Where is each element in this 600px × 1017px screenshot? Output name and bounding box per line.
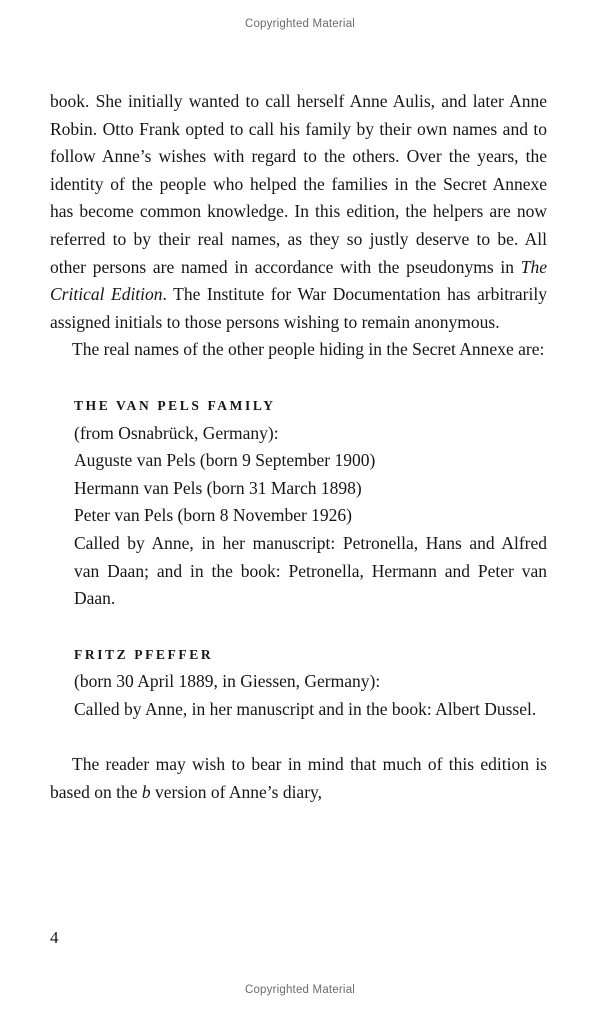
- van-pels-heading: THE VAN PELS FAMILY: [74, 397, 276, 413]
- critical-edition-title: The Critical Edition: [50, 256, 547, 305]
- copyright-notice-top: Copyrighted Material: [244, 18, 356, 30]
- van-pels-family-block: [74, 392, 547, 613]
- paragraph-reader-note-text-1: The reader may wish to bear in mind that much of this edition is based on the: [50, 754, 547, 803]
- page-body: [50, 88, 547, 807]
- van-pels-peter: Peter van Pels (born 8 November 1926): [74, 505, 352, 526]
- paragraph-pseudonyms: [50, 88, 547, 336]
- van-pels-auguste: Auguste van Pels (born 9 September 1900): [74, 450, 376, 471]
- paragraph-reader-note-text-2: version of Anne’s diary,: [150, 782, 323, 803]
- van-pels-hermann: Hermann van Pels (born 31 March 1898): [74, 477, 362, 498]
- page-number: 4: [50, 928, 59, 947]
- paragraph-reader-note: [50, 751, 547, 806]
- van-pels-pseudonyms: Called by Anne, in her manuscript: Petronella, Hans and Alfred van Daan; and in the book: Petronella, Hermann and Peter van Daan.: [74, 532, 547, 609]
- van-pels-origin: (from Osnabrück, Germany):: [74, 422, 279, 443]
- pfeffer-origin: (born 30 April 1889, in Giessen, Germany):: [74, 671, 381, 692]
- fritz-pfeffer-block: [74, 641, 547, 724]
- paragraph-pseudonyms-text-1: book. She initially wanted to call herself Anne Aulis, and later Anne Robin. Otto Frank opted to call his family by their own names and to follow Anne’s wishes with regard to the others. Over the years, the identity of the people who helped the families in the Secret Annexe has become common knowledge. In this edition, the helpers are now referred to by their real names, as they so justly deserve to be. All other persons are named in accordance with the pseudonyms in: [50, 91, 547, 277]
- pfeffer-pseudonym: Called by Anne, in her manuscript and in the book: Albert Dussel.: [74, 698, 537, 719]
- b-version-label: b: [141, 782, 151, 803]
- copyright-notice-bottom: Copyrighted Material: [244, 984, 356, 996]
- pfeffer-heading: FRITZ PFEFFER: [74, 646, 214, 662]
- paragraph-real-names-intro: The real names of the other people hiding in the Secret Annexe are:: [72, 339, 545, 360]
- paragraph-pseudonyms-text-2: . The Institute for War Documentation has arbitrarily assigned initials to those persons wishing to remain anonymous.: [50, 284, 547, 332]
